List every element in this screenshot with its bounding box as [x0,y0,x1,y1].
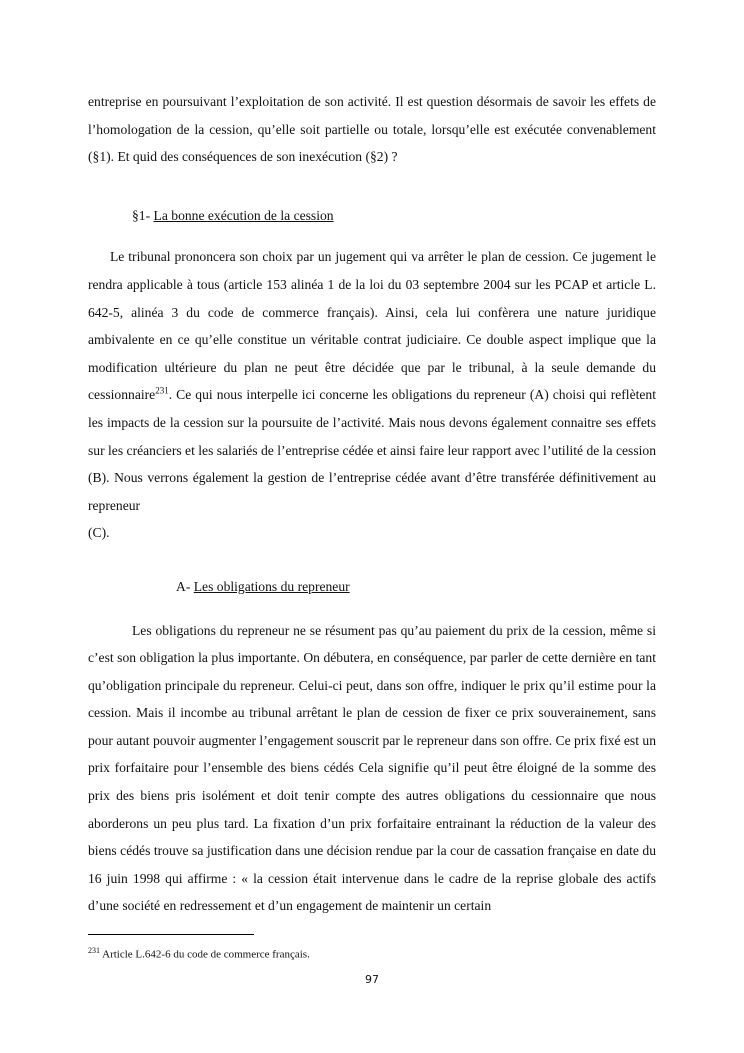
paragraph-judgment-part-a: Le tribunal prononcera son choix par un jugement qui va arrêter le plan de cession. Ce jugement le rendra applicable à tous (article 153 alinéa 1 de la loi du 03 septembre 2004 sur les PCAP et article L. 642-5, alinéa 3 du code de commerce français). Ainsi, cela lui confèrera une nature juridique ambivalente en ce qu’elle constitue un véritable contrat judiciaire. Ce double aspect implique que la modification ultérieure du plan ne peut être décidée que par le tribunal, à la seule demande du cessionnaire [88,249,656,403]
section-heading-2 [88,573,656,601]
paragraph-judgment-part-c: (C). [88,525,110,541]
section-heading-2-prefix: A- [176,578,194,594]
footnote-number: 231 [88,946,100,955]
footnote-divider [88,934,254,935]
footnote-text: Article L.642-6 du code de commerce français. [100,948,310,961]
paragraph-judgment [88,243,656,547]
section-heading-1-prefix: §1- [132,207,154,223]
section-heading-1 [88,202,656,230]
paragraph-judgment-part-b: . Ce qui nous interpelle ici concerne les obligations du repreneur (A) choisi qui reflètent les impacts de la cession sur la poursuite de l’activité. Mais nous devons également connaitre ses effets sur les créanciers et les salariés de l’entreprise cédée et ainsi faire leur rapport avec l’utilité de la cession (B). Nous verrons également la gestion de l’entreprise cédée avant d’être transférée définitivement au repreneur [88,387,656,513]
page-number: 97 [365,973,379,986]
paragraph-obligations: Les obligations du repreneur ne se résument pas qu’au paiement du prix de la cession, même si c’est son obligation la plus importante. On débutera, en conséquence, par parler de cette dernière en tant qu’obligation principale du repreneur. Celui-ci peut, dans son offre, indiquer le prix qu’il estime pour la cession. Mais il incombe au tribunal arrêtant le plan de cession de fixer ce prix souverainement, sans pour autant pouvoir augmenter l’engagement souscrit par le repreneur dans son offre. Ce prix fixé est un prix forfaitaire pour l’ensemble des biens cédés Cela signifie qu’il peut être éloigné de la somme des prix des biens pris isolément et doit tenir compte des autres obligations du cessionnaire que nous aborderons un peu plus tard. La fixation d’un prix forfaitaire entrainant la réduction de la valeur des biens cédés trouve sa justification dans une décision rendue par la cour de cassation française en date du 16 juin 1998 qui affirme : « la cession était intervenue dans le cadre de la reprise globale des actifs d’une société en redressement et d’un engagement de maintenir un certain [88,622,656,914]
section-heading-1-title: La bonne exécution de la cession [153,207,334,223]
page-body [88,88,656,920]
paragraph-intro: entreprise en poursuivant l’exploitation de son activité. Il est question désormais de savoir les effets de l’homologation de la cession, qu’elle soit partielle ou totale, lorsqu’elle est exécutée convenablement (§1). Et quid des conséquences de son inexécution (§2) ? [88,94,656,165]
footnote [88,944,310,962]
section-heading-2-title: Les obligations du repreneur [193,578,350,594]
footnote-reference: 231 [155,385,169,396]
